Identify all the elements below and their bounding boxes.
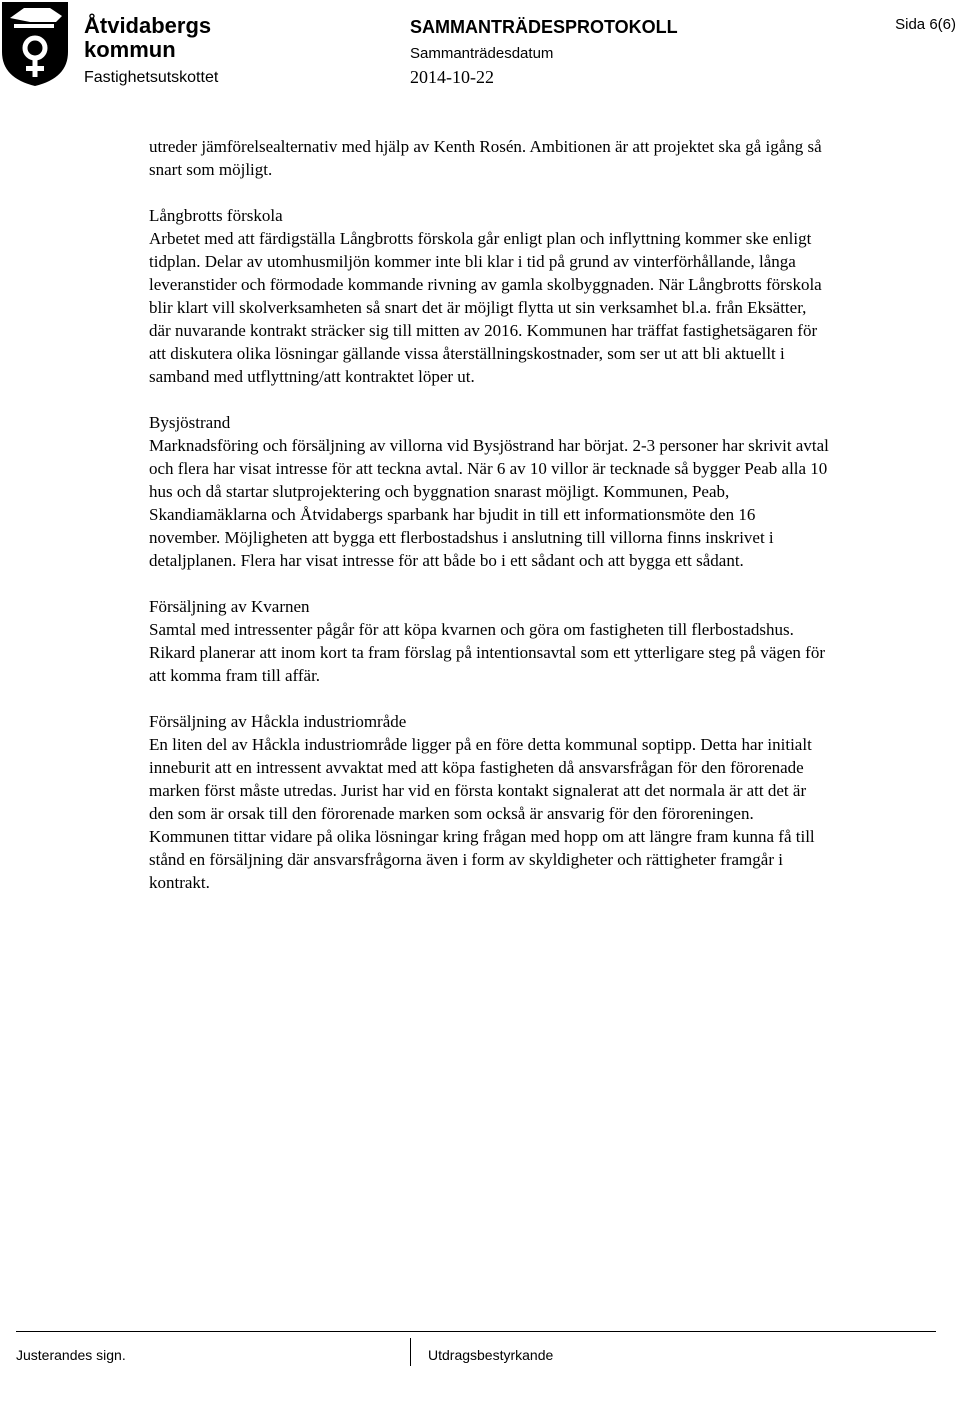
protocol-block <box>410 16 678 88</box>
org-block <box>84 14 218 88</box>
section-text: utreder jämförelsealternativ med hjälp av Kenth Rosén. Ambitionen är att projektet ska gå igång så snart som möjligt. <box>149 137 822 179</box>
justering-label: Justerandes sign. <box>16 1347 126 1363</box>
section-heading: Långbrotts förskola <box>149 206 283 225</box>
org-name-line2: kommun <box>84 37 176 62</box>
section-bysjostrand <box>149 411 829 572</box>
section-text: Samtal med intressenter pågår för att köpa kvarnen och göra om fastigheten till flerbostadshus. Rikard planerar att inom kort ta fram förslag på intentionsavtal som ett ytterligare steg på vägen för att komma fram till affär. <box>149 620 825 685</box>
section-heading: Bysjöstrand <box>149 413 231 432</box>
section-langbrotts <box>149 204 829 388</box>
document-type: SAMMANTRÄDESPROTOKOLL <box>410 17 678 37</box>
utdrag-label: Utdragsbestyrkande <box>428 1347 554 1363</box>
date-label: Sammanträdesdatum <box>410 45 554 62</box>
section-hackla <box>149 710 829 894</box>
section-intro <box>149 135 829 181</box>
section-kvarnen <box>149 595 829 687</box>
municipal-coat-of-arms-icon <box>0 0 70 88</box>
document-body <box>149 135 829 917</box>
section-heading: Försäljning av Håckla industriområde <box>149 712 407 731</box>
footer-column-divider <box>410 1338 411 1366</box>
section-text: Arbetet med att färdigställa Långbrotts förskola går enligt plan och inflyttning kommer ske enligt tidplan. Delar av utomhusmiljön kommer inte bli klar i tid på grund av vinterförhållande, långa leveranstider och förmodade kommande rivning av gamla skolbyggnaden. När Långbrotts förskola blir klart vill skolverksamheten så snart det är möjligt flytta ut sin verksamhet bl.a. från Eksätter, där nuvarande kontrakt sträcker sig till mitten av 2016. Kommunen har träffat fastighetsägaren för att diskutera olika lösningar gällande vissa återställningskostnader, som ser ut att bli aktuellt i samband med utflyttning/att kontraktet löper ut. <box>149 229 822 386</box>
meeting-date: 2014-10-22 <box>410 67 494 87</box>
page-number: Sida 6(6) <box>895 16 956 33</box>
section-heading: Försäljning av Kvarnen <box>149 597 310 616</box>
section-text: En liten del av Håckla industriområde ligger på en före detta kommunal soptipp. Detta har initialt inneburit att en intressent avvaktat med att köpa fastigheten då ansvarsfrågan för den förorenade marken först måste utredas. Jurist har vid en första kontakt signalerat att det normala är att det är den som är orsak till den förorenade marken som också är ansvarig för den föroreningen. Kommunen tittar vidare på olika lösningar kring frågan med hopp om att längre fram kunna få till stånd en försäljning där ansvarsfrågorna även i form av skyldigheter och rättigheter framgår i kontrakt. <box>149 735 815 892</box>
org-name-line1: Åtvidabergs <box>84 13 212 38</box>
section-text: Marknadsföring och försäljning av villorna vid Bysjöstrand har börjat. 2-3 personer har skrivit avtal och flera har visat intresse för att teckna avtal. När 6 av 10 villor är tecknade så bygger Peab alla 10 hus och då startar slutprojektering och byggnation snarast möjligt. Kommunen, Peab, Skandiamäklarna och Åtvidabergs sparbank har bjudit in till ett informationsmöte den 16 november. Möjligheten att bygga ett flerbostadshus i anslutning till villorna finns inskrivet i detaljplanen. Flera har visat intresse för att både bo i ett sådant och att bygga ett sådant. <box>149 436 829 570</box>
committee-name: Fastighetsutskottet <box>84 69 219 86</box>
footer-divider <box>16 1331 936 1332</box>
